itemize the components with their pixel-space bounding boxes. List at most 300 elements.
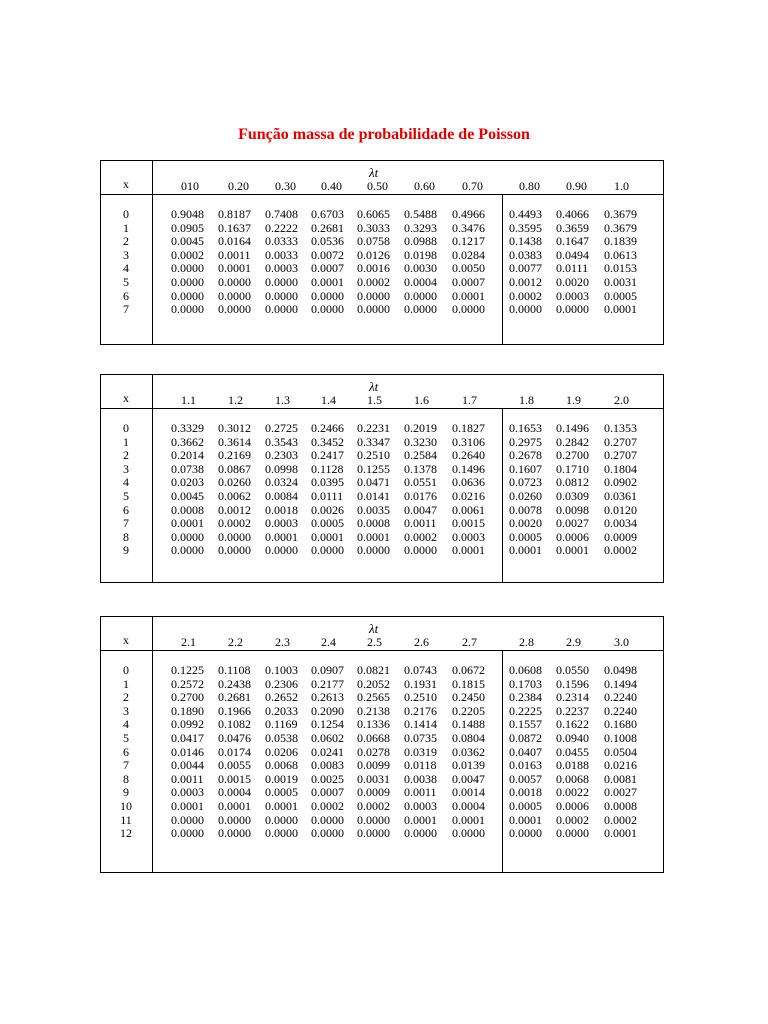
- page-title: Função massa de probabilidade de Poisson: [238, 126, 530, 143]
- probability-cell: 0.0216: [604, 758, 637, 773]
- probability-cell: 0.0018: [509, 785, 542, 800]
- probability-cell: 0.2842: [556, 434, 589, 449]
- probability-cell: 0.0057: [509, 771, 542, 786]
- table-divider-x: [152, 161, 153, 344]
- probability-cell: 0.0309: [556, 489, 589, 503]
- probability-cell: 0.1710: [556, 461, 589, 476]
- probability-cell: 0.0139: [452, 758, 485, 773]
- probability-cell: 0.0333: [265, 234, 298, 249]
- probability-cell: 0.0062: [218, 489, 251, 503]
- column-header: 010: [181, 179, 199, 193]
- probability-cell: 0.0000: [171, 826, 204, 841]
- table-header-separator: [101, 408, 663, 409]
- probability-cell: 0.0014: [452, 785, 485, 800]
- probability-cell: 0.0077: [509, 261, 542, 276]
- probability-cell: 0.1414: [404, 717, 437, 732]
- probability-cell: 0.0000: [357, 826, 390, 841]
- probability-cell: 0.0007: [311, 785, 344, 800]
- probability-cell: 0.1217: [452, 234, 485, 249]
- probability-cell: 0.0002: [604, 543, 637, 558]
- probability-cell: 0.0007: [311, 261, 344, 276]
- x-value: 2: [123, 448, 129, 463]
- probability-cell: 0.0031: [604, 275, 637, 289]
- column-header: 2.9: [566, 635, 581, 649]
- probability-cell: 0.0176: [404, 489, 437, 503]
- probability-cell: 0.0000: [265, 812, 298, 827]
- x-value: 3: [123, 247, 129, 262]
- probability-cell: 0.0000: [171, 261, 204, 276]
- probability-cell: 0.0000: [218, 302, 251, 317]
- probability-cell: 0.2450: [452, 690, 485, 705]
- probability-cell: 0.0006: [556, 529, 589, 544]
- x-value: 0: [123, 421, 129, 435]
- probability-cell: 0.0055: [218, 758, 251, 773]
- probability-cell: 0.0324: [265, 475, 298, 490]
- probability-cell: 0.0007: [452, 275, 485, 289]
- probability-cell: 0.0001: [311, 275, 344, 289]
- probability-cell: 0.0000: [452, 302, 485, 317]
- probability-cell: 0.0001: [604, 302, 637, 317]
- probability-cell: 0.0000: [171, 529, 204, 544]
- probability-cell: 0.4966: [452, 207, 485, 221]
- probability-cell: 0.0494: [556, 247, 589, 262]
- probability-cell: 0.0188: [556, 758, 589, 773]
- probability-cell: 0.0035: [357, 502, 390, 517]
- x-value: 4: [123, 475, 129, 490]
- probability-cell: 0.0001: [171, 799, 204, 813]
- probability-cell: 0.0020: [556, 275, 589, 289]
- probability-cell: 0.0000: [218, 812, 251, 827]
- lambda-label: λt: [369, 379, 379, 394]
- probability-cell: 0.0001: [404, 812, 437, 827]
- probability-cell: 0.2466: [311, 421, 344, 435]
- column-header: 1.3: [275, 393, 290, 407]
- probability-cell: 0.1647: [556, 234, 589, 249]
- probability-cell: 0.0025: [311, 771, 344, 786]
- probability-cell: 0.0538: [265, 731, 298, 745]
- probability-cell: 0.3452: [311, 434, 344, 449]
- probability-cell: 0.2225: [509, 703, 542, 718]
- probability-cell: 0.3230: [404, 434, 437, 449]
- x-value: 7: [123, 516, 129, 531]
- probability-cell: 0.3614: [218, 434, 251, 449]
- column-header: 0.80: [519, 179, 540, 193]
- probability-cell: 0.3543: [265, 434, 298, 449]
- probability-cell: 0.0395: [311, 475, 344, 490]
- probability-cell: 0.0613: [604, 247, 637, 262]
- table-divider-x: [152, 617, 153, 872]
- probability-cell: 0.0002: [556, 812, 589, 827]
- probability-cell: 0.0027: [556, 516, 589, 531]
- probability-cell: 0.3662: [171, 434, 204, 449]
- probability-cell: 0.0001: [311, 529, 344, 544]
- x-value: 9: [123, 785, 129, 800]
- probability-cell: 0.3595: [509, 220, 542, 235]
- probability-cell: 0.1108: [218, 663, 251, 677]
- probability-cell: 0.1169: [265, 717, 298, 732]
- poisson-table: [100, 160, 664, 345]
- probability-cell: 0.0001: [171, 516, 204, 531]
- x-value: 4: [123, 717, 129, 732]
- probability-cell: 0.1003: [265, 663, 298, 677]
- probability-cell: 0.2138: [357, 703, 390, 718]
- probability-cell: 0.0003: [452, 529, 485, 544]
- probability-cell: 0.0000: [265, 826, 298, 841]
- probability-cell: 0.0020: [509, 516, 542, 531]
- probability-cell: 0.0284: [452, 247, 485, 262]
- probability-cell: 0.1890: [171, 703, 204, 718]
- probability-cell: 0.0260: [509, 489, 542, 503]
- probability-cell: 0.0118: [404, 758, 437, 773]
- probability-cell: 0.0081: [604, 771, 637, 786]
- probability-cell: 0.0005: [265, 785, 298, 800]
- probability-cell: 0.0009: [604, 529, 637, 544]
- probability-cell: 0.0758: [357, 234, 390, 249]
- probability-cell: 0.2678: [509, 448, 542, 463]
- x-value: 1: [123, 676, 129, 691]
- column-header: 1.0: [614, 179, 629, 193]
- column-header: 0.60: [414, 179, 435, 193]
- probability-cell: 0.2681: [311, 220, 344, 235]
- probability-cell: 0.0000: [311, 288, 344, 303]
- probability-cell: 0.5488: [404, 207, 437, 221]
- probability-cell: 0.0005: [509, 529, 542, 544]
- probability-cell: 0.0602: [311, 731, 344, 745]
- probability-cell: 0.2169: [218, 448, 251, 463]
- probability-cell: 0.0241: [311, 744, 344, 759]
- probability-cell: 0.2237: [556, 703, 589, 718]
- probability-cell: 0.0000: [218, 826, 251, 841]
- probability-cell: 0.0608: [509, 663, 542, 677]
- probability-cell: 0.2177: [311, 676, 344, 691]
- poisson-table: [100, 374, 664, 583]
- probability-cell: 0.0000: [404, 288, 437, 303]
- probability-cell: 0.0000: [509, 302, 542, 317]
- x-value: 2: [123, 234, 129, 249]
- probability-cell: 0.0498: [604, 663, 637, 677]
- probability-cell: 0.0012: [218, 502, 251, 517]
- probability-cell: 0.0206: [265, 744, 298, 759]
- column-header: 0.20: [228, 179, 249, 193]
- probability-cell: 0.1827: [452, 421, 485, 435]
- probability-cell: 0.0940: [556, 731, 589, 745]
- probability-cell: 0.0000: [171, 543, 204, 558]
- probability-cell: 0.0078: [509, 502, 542, 517]
- probability-cell: 0.3347: [357, 434, 390, 449]
- probability-cell: 0.0084: [265, 489, 298, 503]
- probability-cell: 0.0015: [218, 771, 251, 786]
- probability-cell: 0.0000: [404, 826, 437, 841]
- x-value: 7: [123, 758, 129, 773]
- probability-cell: 0.2438: [218, 676, 251, 691]
- probability-cell: 0.0001: [509, 812, 542, 827]
- probability-cell: 0.0011: [404, 785, 437, 800]
- probability-cell: 0.0905: [171, 220, 204, 235]
- probability-cell: 0.1336: [357, 717, 390, 732]
- probability-cell: 0.0003: [404, 799, 437, 813]
- probability-cell: 0.3329: [171, 421, 204, 435]
- x-value: 8: [123, 529, 129, 544]
- probability-cell: 0.2014: [171, 448, 204, 463]
- probability-cell: 0.0000: [556, 826, 589, 841]
- probability-cell: 0.2510: [357, 448, 390, 463]
- probability-cell: 0.0361: [604, 489, 637, 503]
- column-header: 1.6: [414, 393, 429, 407]
- x-value: 1: [123, 220, 129, 235]
- probability-cell: 0.0000: [171, 302, 204, 317]
- probability-cell: 0.0536: [311, 234, 344, 249]
- column-header: 0.70: [462, 179, 483, 193]
- probability-cell: 0.2052: [357, 676, 390, 691]
- probability-cell: 0.1557: [509, 717, 542, 732]
- probability-cell: 0.1438: [509, 234, 542, 249]
- column-header: 1.7: [462, 393, 477, 407]
- probability-cell: 0.0001: [452, 288, 485, 303]
- lambda-label: λt: [369, 165, 379, 180]
- x-value: 5: [123, 489, 129, 503]
- probability-cell: 0.1082: [218, 717, 251, 732]
- probability-cell: 0.0008: [357, 516, 390, 531]
- column-header: 1.2: [228, 393, 243, 407]
- x-value: 3: [123, 461, 129, 476]
- probability-cell: 0.2306: [265, 676, 298, 691]
- table-header-separator: [101, 194, 663, 195]
- probability-cell: 0.0045: [171, 234, 204, 249]
- probability-cell: 0.0383: [509, 247, 542, 262]
- probability-cell: 0.0011: [218, 247, 251, 262]
- probability-cell: 0.0002: [218, 516, 251, 531]
- probability-cell: 0.1815: [452, 676, 485, 691]
- probability-cell: 0.2707: [604, 448, 637, 463]
- probability-cell: 0.3659: [556, 220, 589, 235]
- probability-cell: 0.0738: [171, 461, 204, 476]
- poisson-table: [100, 616, 664, 873]
- probability-cell: 0.2640: [452, 448, 485, 463]
- probability-cell: 0.1254: [311, 717, 344, 732]
- probability-cell: 0.0000: [171, 275, 204, 289]
- probability-cell: 0.0743: [404, 663, 437, 677]
- probability-cell: 0.0988: [404, 234, 437, 249]
- column-header: 2.7: [462, 635, 477, 649]
- probability-cell: 0.0000: [265, 543, 298, 558]
- table-header-separator: [101, 650, 663, 651]
- probability-cell: 0.1622: [556, 717, 589, 732]
- probability-cell: 0.1680: [604, 717, 637, 732]
- probability-cell: 0.0000: [357, 302, 390, 317]
- probability-cell: 0.0008: [604, 799, 637, 813]
- probability-cell: 0.6703: [311, 207, 344, 221]
- probability-cell: 0.0000: [218, 529, 251, 544]
- probability-cell: 0.0504: [604, 744, 637, 759]
- probability-cell: 0.0163: [509, 758, 542, 773]
- probability-cell: 0.7408: [265, 207, 298, 221]
- probability-cell: 0.9048: [171, 207, 204, 221]
- probability-cell: 0.0001: [357, 529, 390, 544]
- column-header: 1.9: [566, 393, 581, 407]
- probability-cell: 0.0867: [218, 461, 251, 476]
- probability-cell: 0.0034: [604, 516, 637, 531]
- probability-cell: 0.0001: [218, 261, 251, 276]
- probability-cell: 0.2019: [404, 421, 437, 435]
- probability-cell: 0.0000: [265, 275, 298, 289]
- column-header: 0.90: [566, 179, 587, 193]
- probability-cell: 0.0083: [311, 758, 344, 773]
- probability-cell: 0.2975: [509, 434, 542, 449]
- probability-cell: 0.3293: [404, 220, 437, 235]
- probability-cell: 0.0476: [218, 731, 251, 745]
- probability-cell: 0.0005: [311, 516, 344, 531]
- probability-cell: 0.1488: [452, 717, 485, 732]
- probability-cell: 0.0047: [452, 771, 485, 786]
- x-value: 4: [123, 261, 129, 276]
- probability-cell: 0.0001: [265, 799, 298, 813]
- probability-cell: 0.1255: [357, 461, 390, 476]
- x-value: 2: [123, 690, 129, 705]
- probability-cell: 0.0098: [556, 502, 589, 517]
- probability-cell: 0.0002: [311, 799, 344, 813]
- probability-cell: 0.0002: [171, 247, 204, 262]
- probability-cell: 0.1931: [404, 676, 437, 691]
- x-value: 10: [120, 799, 132, 813]
- probability-cell: 0.2510: [404, 690, 437, 705]
- probability-cell: 0.0002: [604, 812, 637, 827]
- x-value: 11: [120, 812, 132, 827]
- column-header: 1.8: [519, 393, 534, 407]
- probability-cell: 0.1607: [509, 461, 542, 476]
- probability-cell: 0.0000: [357, 543, 390, 558]
- table-divider-right: [502, 650, 503, 872]
- probability-cell: 0.0001: [556, 543, 589, 558]
- probability-cell: 0.0551: [404, 475, 437, 490]
- probability-cell: 0.0061: [452, 502, 485, 517]
- probability-cell: 0.2700: [556, 448, 589, 463]
- probability-cell: 0.0723: [509, 475, 542, 490]
- probability-cell: 0.0009: [357, 785, 390, 800]
- probability-cell: 0.0004: [218, 785, 251, 800]
- probability-cell: 0.0000: [357, 812, 390, 827]
- probability-cell: 0.0417: [171, 731, 204, 745]
- probability-cell: 0.0550: [556, 663, 589, 677]
- probability-cell: 0.0004: [404, 275, 437, 289]
- probability-cell: 0.1839: [604, 234, 637, 249]
- x-value: 8: [123, 771, 129, 786]
- probability-cell: 0.0044: [171, 758, 204, 773]
- probability-cell: 0.1378: [404, 461, 437, 476]
- probability-cell: 0.0000: [509, 826, 542, 841]
- probability-cell: 0.2417: [311, 448, 344, 463]
- x-value: 5: [123, 275, 129, 289]
- probability-cell: 0.0003: [556, 288, 589, 303]
- probability-cell: 0.0003: [265, 516, 298, 531]
- probability-cell: 0.0146: [171, 744, 204, 759]
- probability-cell: 0.0804: [452, 731, 485, 745]
- probability-cell: 0.0003: [171, 785, 204, 800]
- probability-cell: 0.0002: [509, 288, 542, 303]
- probability-cell: 0.2240: [604, 690, 637, 705]
- column-header: 0.30: [275, 179, 296, 193]
- column-header: 2.3: [275, 635, 290, 649]
- column-header: 2.4: [321, 635, 336, 649]
- probability-cell: 0.0907: [311, 663, 344, 677]
- probability-cell: 0.0005: [509, 799, 542, 813]
- probability-cell: 0.8187: [218, 207, 251, 221]
- probability-cell: 0.1496: [556, 421, 589, 435]
- table-divider-x: [152, 375, 153, 582]
- probability-cell: 0.0000: [218, 543, 251, 558]
- probability-cell: 0.2652: [265, 690, 298, 705]
- probability-cell: 0.0000: [171, 288, 204, 303]
- probability-cell: 0.0001: [218, 799, 251, 813]
- probability-cell: 0.0668: [357, 731, 390, 745]
- column-header: 0.50: [367, 179, 388, 193]
- probability-cell: 0.0002: [404, 529, 437, 544]
- column-header: 1.1: [181, 393, 196, 407]
- probability-cell: 0.0000: [265, 288, 298, 303]
- probability-cell: 0.0015: [452, 516, 485, 531]
- probability-cell: 0.0008: [171, 502, 204, 517]
- probability-cell: 0.0000: [265, 302, 298, 317]
- probability-cell: 0.0099: [357, 758, 390, 773]
- x-value: 9: [123, 543, 129, 558]
- probability-cell: 0.2176: [404, 703, 437, 718]
- probability-cell: 0.0216: [452, 489, 485, 503]
- probability-cell: 0.0362: [452, 744, 485, 759]
- probability-cell: 0.0001: [509, 543, 542, 558]
- probability-cell: 0.3476: [452, 220, 485, 235]
- probability-cell: 0.0005: [604, 288, 637, 303]
- x-value: 1: [123, 434, 129, 449]
- probability-cell: 0.3033: [357, 220, 390, 235]
- column-header: 3.0: [614, 635, 629, 649]
- probability-cell: 0.0004: [452, 799, 485, 813]
- x-value: 6: [123, 744, 129, 759]
- column-header: 1.5: [367, 393, 382, 407]
- x-value: 0: [123, 663, 129, 677]
- probability-cell: 0.0998: [265, 461, 298, 476]
- probability-cell: 0.0072: [311, 247, 344, 262]
- probability-cell: 0.0027: [604, 785, 637, 800]
- probability-cell: 0.0000: [311, 543, 344, 558]
- probability-cell: 0.0153: [604, 261, 637, 276]
- probability-cell: 0.0000: [311, 812, 344, 827]
- probability-cell: 0.1008: [604, 731, 637, 745]
- probability-cell: 0.2222: [265, 220, 298, 235]
- probability-cell: 0.2572: [171, 676, 204, 691]
- probability-cell: 0.0672: [452, 663, 485, 677]
- probability-cell: 0.2384: [509, 690, 542, 705]
- probability-cell: 0.0000: [311, 826, 344, 841]
- probability-cell: 0.0050: [452, 261, 485, 276]
- probability-cell: 0.2314: [556, 690, 589, 705]
- column-header: 2.1: [181, 635, 196, 649]
- probability-cell: 0.0011: [171, 771, 204, 786]
- probability-cell: 0.0001: [452, 543, 485, 558]
- x-value: 6: [123, 288, 129, 303]
- probability-cell: 0.0000: [357, 288, 390, 303]
- probability-cell: 0.2090: [311, 703, 344, 718]
- probability-cell: 0.2033: [265, 703, 298, 718]
- probability-cell: 0.0198: [404, 247, 437, 262]
- probability-cell: 0.0260: [218, 475, 251, 490]
- probability-cell: 0.0038: [404, 771, 437, 786]
- probability-cell: 0.2613: [311, 690, 344, 705]
- probability-cell: 0.0045: [171, 489, 204, 503]
- column-header: 2.2: [228, 635, 243, 649]
- probability-cell: 0.0902: [604, 475, 637, 490]
- probability-cell: 0.0174: [218, 744, 251, 759]
- probability-cell: 0.2725: [265, 421, 298, 435]
- x-value: 6: [123, 502, 129, 517]
